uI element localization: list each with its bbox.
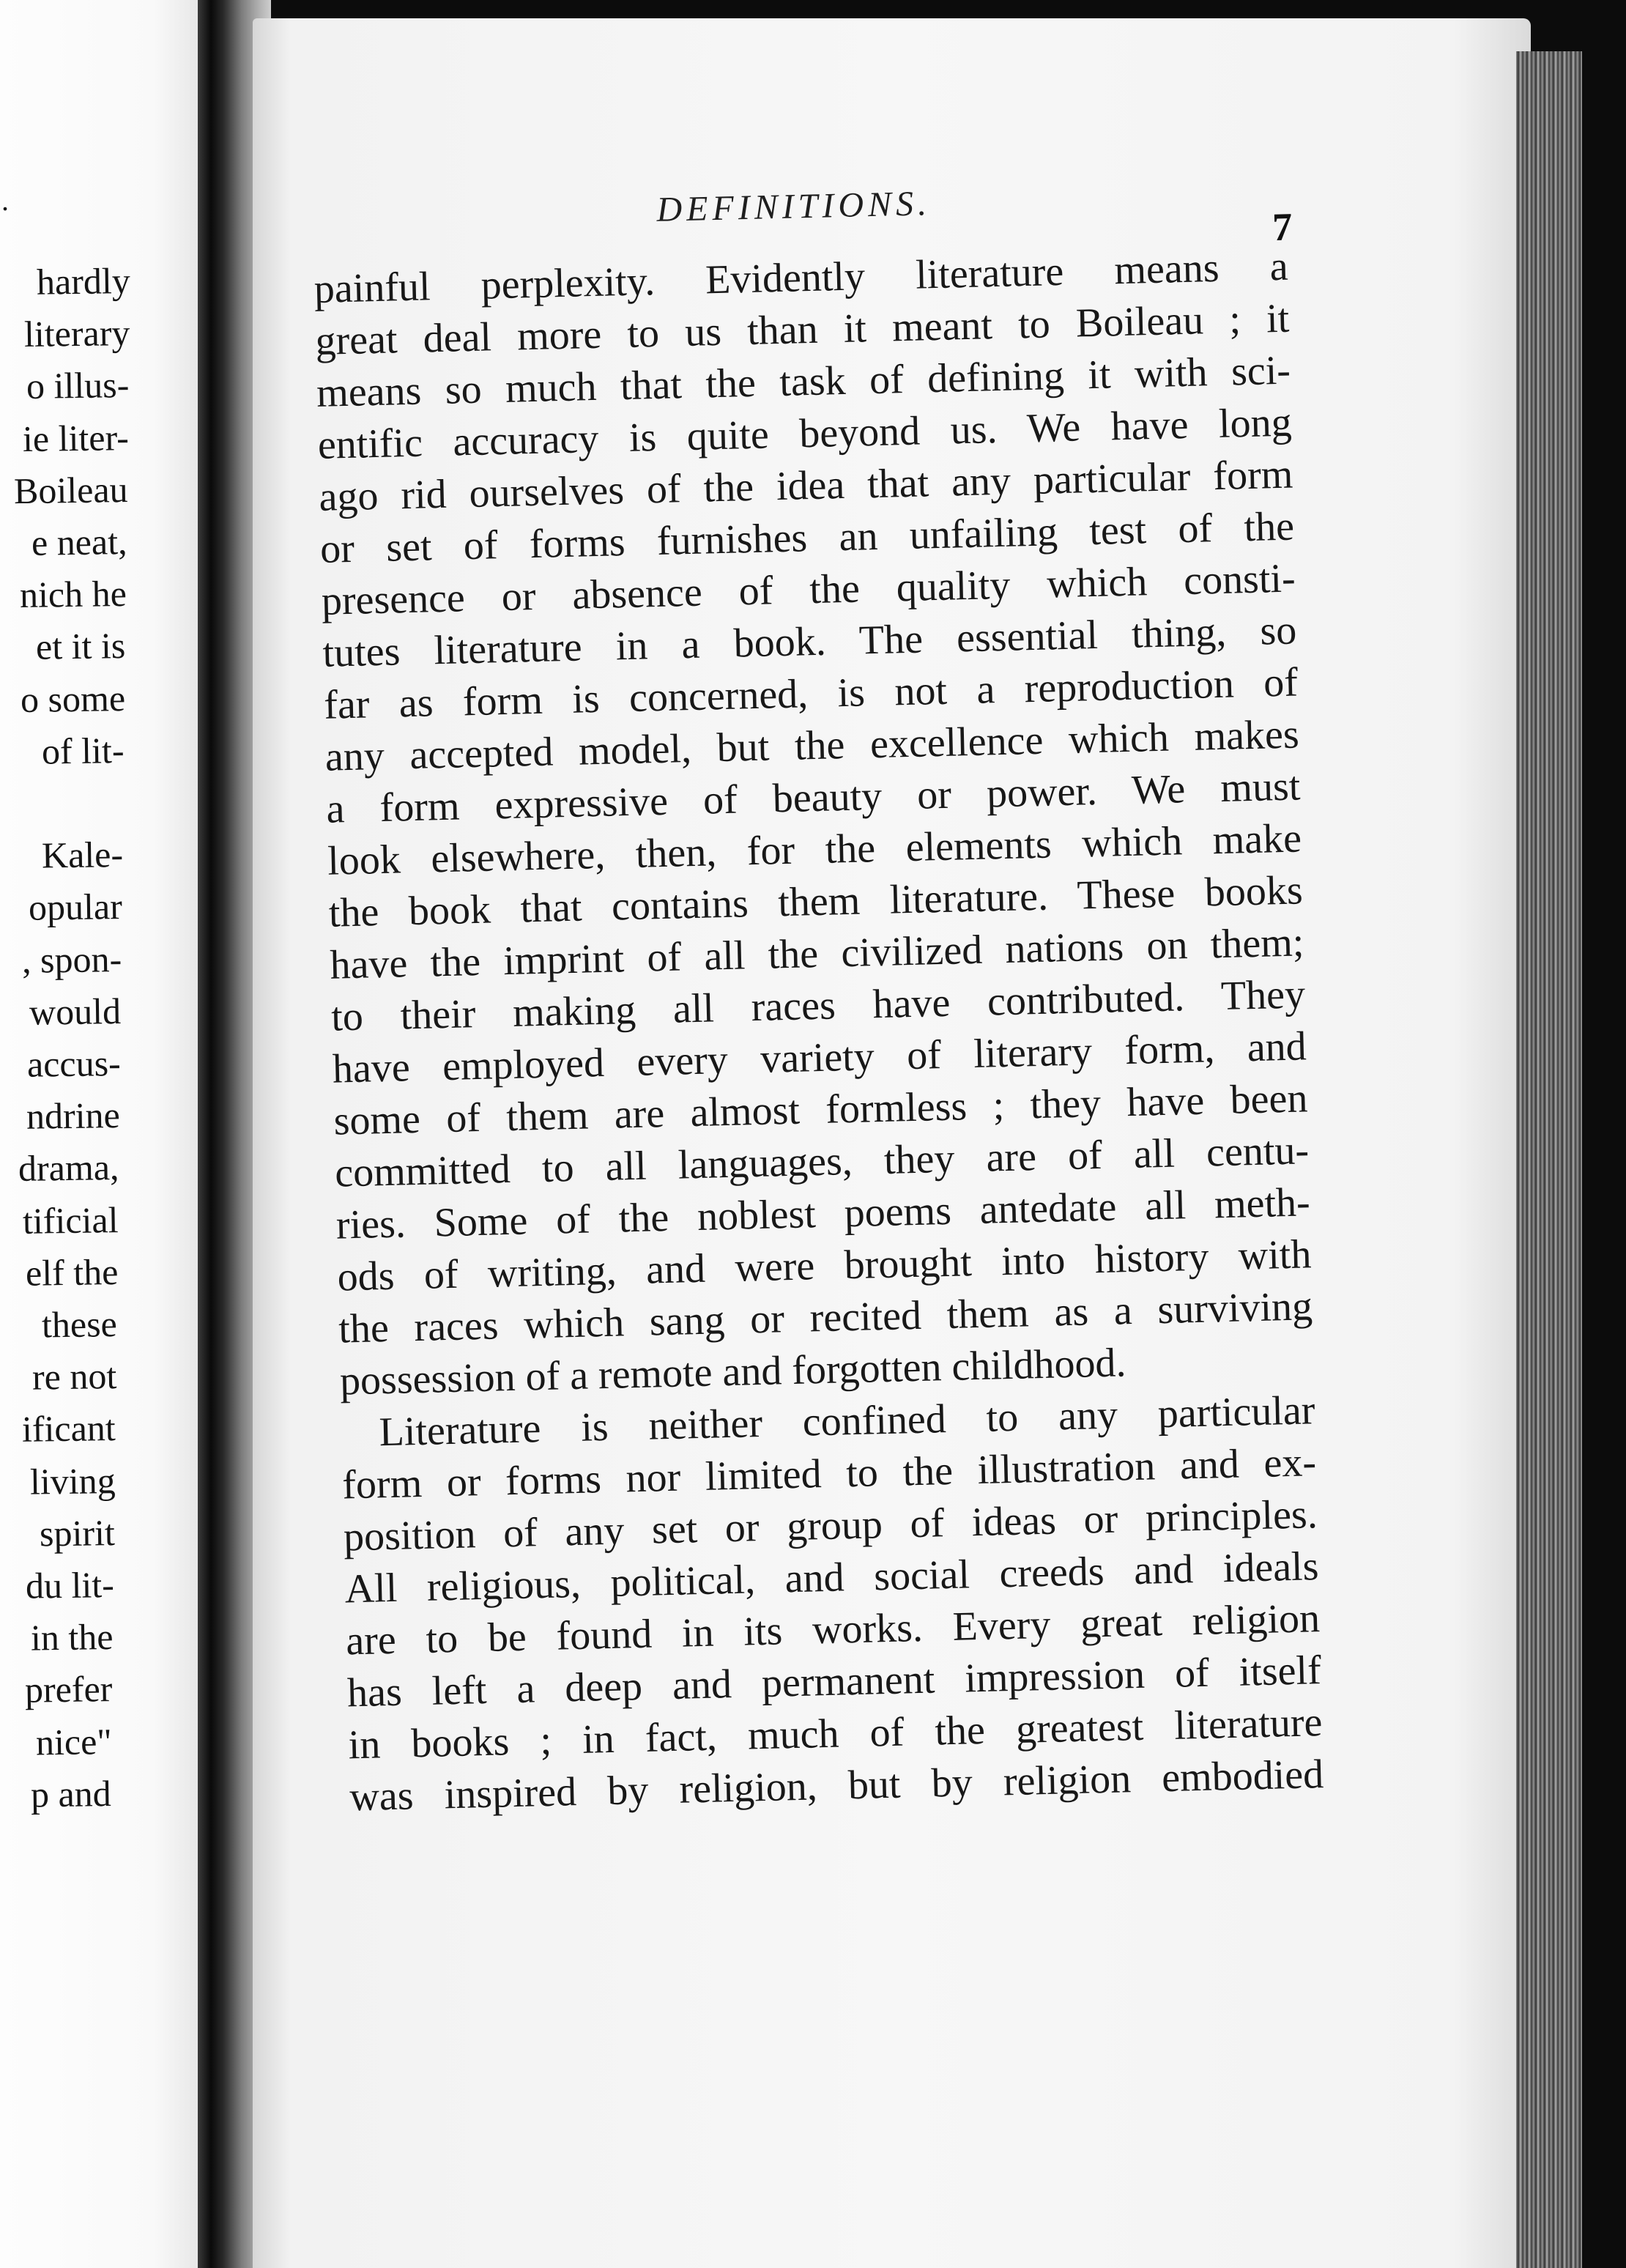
text-line: All religious, political, and social creeds and ideals xyxy=(344,1544,1320,1612)
left-page-line: o some xyxy=(20,677,126,720)
left-page-line: Kale- xyxy=(41,834,124,876)
running-head: DEFINITIONS. xyxy=(656,184,932,229)
left-page-line: these xyxy=(41,1303,118,1346)
text-line: committed to all languages, they are of all centu- xyxy=(334,1127,1310,1196)
page-edges xyxy=(1516,51,1582,2268)
text-line: have employed every variety of literary form, and xyxy=(332,1023,1307,1092)
text-line: some of them are almost formless ; they have been xyxy=(333,1075,1309,1144)
left-page-line: spirit xyxy=(39,1511,115,1554)
left-page-line: ie liter- xyxy=(22,416,129,459)
text-line: was inspired by religion, but by religion embodied xyxy=(349,1752,1324,1820)
text-line: ods of writing, and were brought into history with xyxy=(336,1231,1313,1300)
left-page-line: nich he xyxy=(19,573,127,616)
body-text xyxy=(313,241,1324,1824)
left-page-mark: . xyxy=(1,184,9,217)
left-page-line: ndrine xyxy=(26,1094,121,1137)
text-line: means so much that the task of defining it with sci- xyxy=(316,347,1291,416)
left-page-line: of lit- xyxy=(42,729,125,772)
left-page-line: o illus- xyxy=(26,364,130,407)
text-line: possession of a remote and forgotten childhood. xyxy=(339,1340,1127,1404)
left-page-line: literary xyxy=(23,312,130,355)
left-page-line: du lit- xyxy=(25,1564,114,1606)
text-line: ago rid ourselves of the idea that any particular form xyxy=(318,451,1293,520)
left-page-line: accus- xyxy=(26,1042,121,1085)
text-line: any accepted model, but the excellence which makes xyxy=(324,711,1300,780)
text-line: have the imprint of all the civilized nations on them; xyxy=(329,919,1304,988)
left-page-line: opular xyxy=(29,886,123,929)
text-line: Literature is neither confined to any particular xyxy=(378,1387,1316,1456)
text-line: tutes literature in a book. The essential thing, so xyxy=(322,607,1297,676)
text-line: has left a deep and permanent impression of itself xyxy=(346,1648,1322,1716)
left-page-line: elf the xyxy=(25,1250,119,1294)
left-page-text-fragments xyxy=(0,0,216,2268)
text-line: the races which sang or recited them as a surviving xyxy=(338,1283,1313,1352)
left-page xyxy=(0,0,220,2268)
left-page-line: Boileau xyxy=(13,468,128,511)
text-line: or set of forms furnishes an unfailing test of the xyxy=(319,503,1295,572)
left-page-line: drama, xyxy=(18,1146,120,1190)
left-page-line: , spon- xyxy=(21,938,122,981)
left-page-line: tificial xyxy=(22,1198,119,1242)
page-text-block xyxy=(311,146,1332,2146)
text-line: presence or absence of the quality which consti- xyxy=(321,555,1296,624)
text-line: are to be found in its works. Every great religion xyxy=(345,1596,1321,1664)
left-page-line: ificant xyxy=(22,1407,116,1450)
left-page-line: prefer xyxy=(24,1668,114,1711)
text-line: ries. Some of the noblest poems antedate all meth- xyxy=(335,1179,1311,1248)
text-line: far as form is concerned, is not a reproduction of xyxy=(323,659,1299,728)
left-page-line: would xyxy=(29,990,122,1033)
page-number: 7 xyxy=(1272,204,1293,250)
left-page-line: re not xyxy=(31,1355,117,1398)
left-page-line: living xyxy=(29,1459,116,1502)
left-page-line: nice" xyxy=(35,1720,113,1763)
text-line: painful perplexity. Evidently literature means a xyxy=(313,243,1289,312)
text-line: position of any set or group of ideas or principles. xyxy=(343,1491,1318,1560)
text-line: form or forms nor limited to the illustration and ex- xyxy=(341,1439,1317,1508)
text-line: entific accuracy is quite beyond us. We have long xyxy=(317,399,1293,468)
left-page-line: e neat, xyxy=(31,521,127,563)
text-line: in books ; in fact, much of the greatest literature xyxy=(347,1700,1324,1768)
left-page-line: hardly xyxy=(36,260,131,303)
left-page-line: p and xyxy=(30,1772,112,1815)
text-line: the book that contains them literature. These books xyxy=(328,867,1304,936)
text-line: to their making all races have contributed. They xyxy=(330,971,1306,1040)
text-line: a form expressive of beauty or power. We must xyxy=(325,763,1301,832)
text-line: great deal more to us than it meant to Boileau ; it xyxy=(314,295,1290,364)
left-page-line: in the xyxy=(30,1616,114,1659)
left-page-line: et it is xyxy=(36,625,127,668)
text-line: look elsewhere, then, for the elements which make xyxy=(327,815,1302,884)
